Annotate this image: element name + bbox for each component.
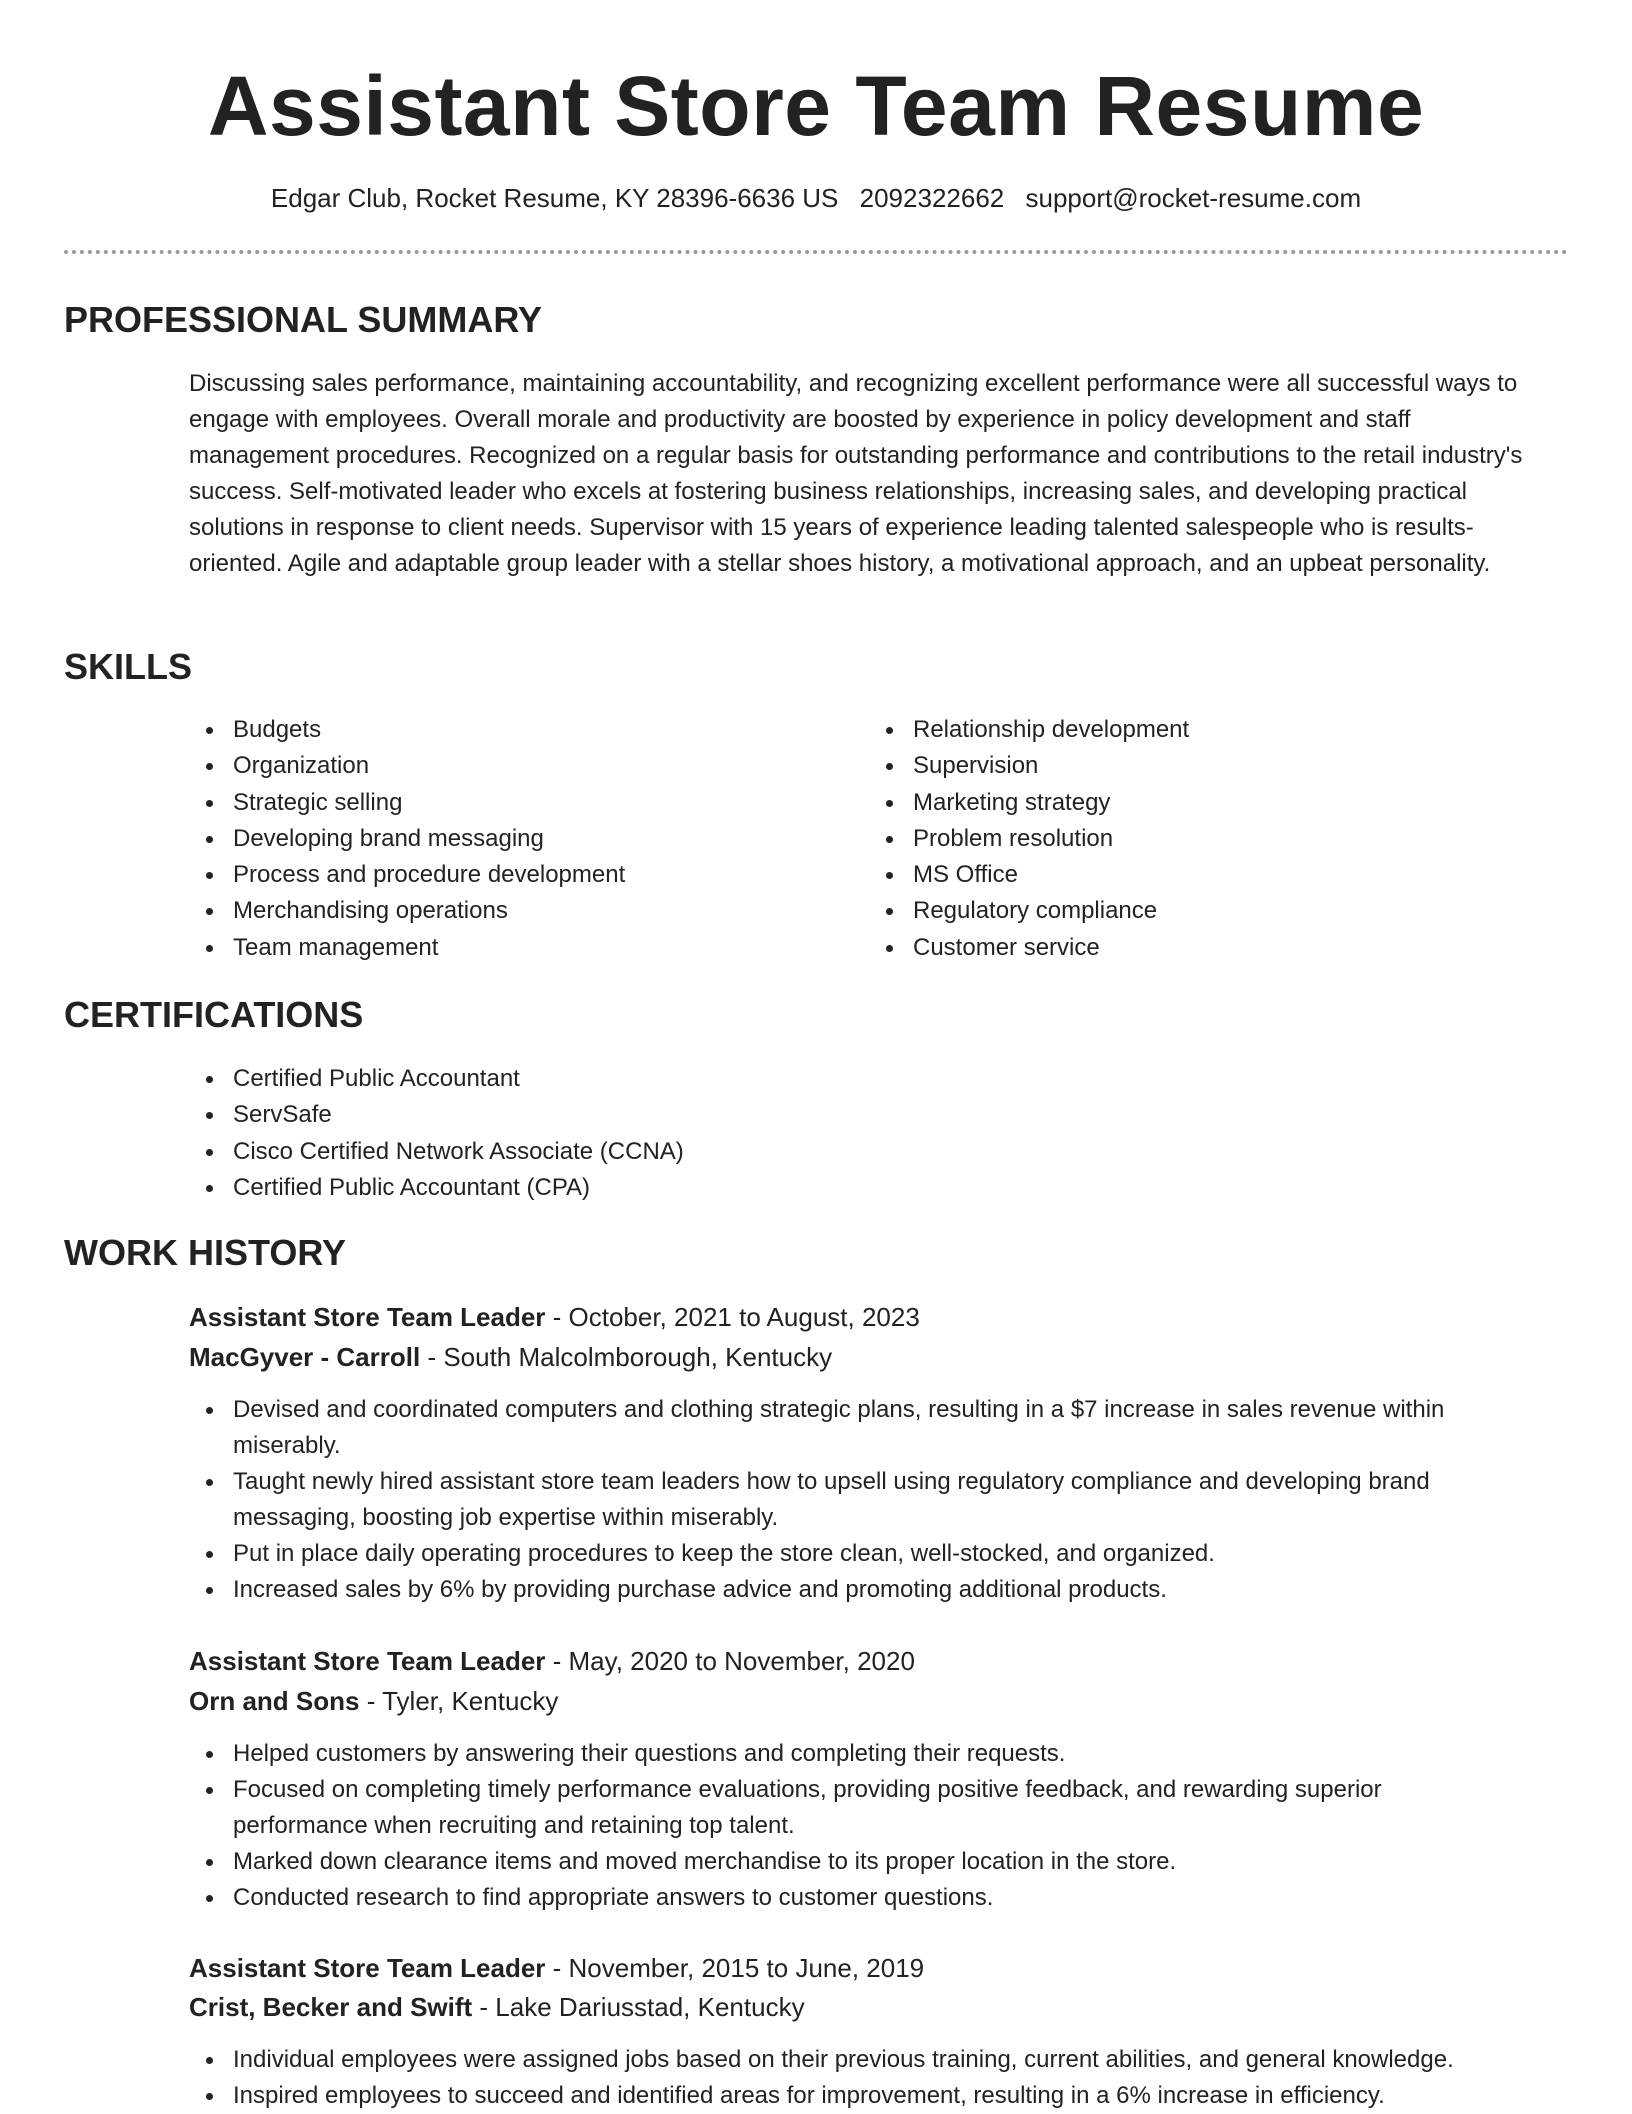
job-company: MacGyver - Carroll [189, 1342, 421, 1372]
skill-item: Marketing strategy [869, 785, 1509, 821]
certification-item: ServSafe [189, 1097, 1089, 1133]
certification-item: Certified Public Accountant [189, 1061, 1089, 1097]
job-title-line [189, 1301, 920, 1333]
job-duty: Individual employees were assigned jobs based on their previous training, current abilities, and general knowledge. [189, 2042, 1569, 2078]
job-company-line [189, 1991, 805, 2023]
job-title: Assistant Store Team Leader [189, 1646, 546, 1676]
job-duty: Inspired employees to succeed and identified areas for improvement, resulting in a 6% increase in efficiency. [189, 2078, 1569, 2114]
job-company-line [189, 1685, 558, 1717]
job-location: - Lake Dariusstad, Kentucky [472, 1992, 805, 2022]
job-location: - Tyler, Kentucky [359, 1686, 559, 1716]
work-history-heading: WORK HISTORY [64, 1232, 347, 1273]
certification-item: Cisco Certified Network Associate (CCNA) [189, 1134, 1089, 1170]
skill-item: Team management [189, 930, 829, 966]
job-duty: Helped customers by answering their questions and completing their requests. [189, 1736, 1519, 1772]
job-title: Assistant Store Team Leader [189, 1953, 546, 1983]
skill-item: Relationship development [869, 712, 1509, 748]
job-dates: - May, 2020 to November, 2020 [545, 1646, 915, 1676]
job-title: Assistant Store Team Leader [189, 1302, 546, 1332]
job-company-line [189, 1341, 832, 1373]
header-divider [64, 250, 1568, 254]
job-duties-list [189, 1736, 1519, 1916]
skill-item: Strategic selling [189, 785, 829, 821]
job-title-line [189, 1645, 915, 1677]
skill-item: Merchandising operations [189, 893, 829, 929]
contact-phone: 2092322662 [859, 183, 1005, 213]
certification-item: Certified Public Accountant (CPA) [189, 1170, 1089, 1206]
job-title-line [189, 1952, 924, 1984]
job-dates: - November, 2015 to June, 2019 [545, 1953, 925, 1983]
skill-item: Developing brand messaging [189, 821, 829, 857]
resume-title: Assistant Store Team Resume [207, 59, 1425, 153]
skill-item: Customer service [869, 930, 1509, 966]
skill-item: MS Office [869, 857, 1509, 893]
contact-line [0, 182, 1632, 214]
job-duty: Taught newly hired assistant store team leaders how to upsell using regulatory compliance and developing brand messaging, boosting job expertise within miserably. [189, 1464, 1519, 1536]
summary-heading: PROFESSIONAL SUMMARY [64, 299, 543, 340]
job-duty: Put in place daily operating procedures to keep the store clean, well-stocked, and organized. [189, 1536, 1519, 1572]
skills-heading: SKILLS [64, 646, 193, 687]
skill-item: Problem resolution [869, 821, 1509, 857]
job-duty: Marked down clearance items and moved merchandise to its proper location in the store. [189, 1844, 1519, 1880]
skill-item: Process and procedure development [189, 857, 829, 893]
job-duty: Conducted research to find appropriate answers to customer questions. [189, 1880, 1519, 1916]
certifications-heading: CERTIFICATIONS [64, 994, 364, 1035]
skills-list-left [189, 712, 829, 966]
skills-list-right [869, 712, 1509, 966]
skill-item: Organization [189, 748, 829, 784]
job-duty: Devised and coordinated computers and clothing strategic plans, resulting in a $7 increase in sales revenue within miserably. [189, 1392, 1519, 1464]
job-duties-list [189, 1392, 1519, 1608]
skill-item: Budgets [189, 712, 829, 748]
contact-address: Edgar Club, Rocket Resume, KY 28396-6636 US [270, 183, 839, 213]
job-duty: Focused on completing timely performance evaluations, providing positive feedback, and rewarding superior performance when recruiting and retaining top talent. [189, 1772, 1519, 1844]
certifications-list [189, 1061, 1089, 1206]
skill-item: Regulatory compliance [869, 893, 1509, 929]
job-duties-list [189, 2042, 1569, 2114]
contact-email: support@rocket-resume.com [1025, 183, 1362, 213]
summary-text: Discussing sales performance, maintaining accountability, and recognizing excellent performance were all successful ways to engage with employees. Overall morale and productivity are boosted by experience in policy development and staff management procedures. Recognized on a regular basis for outstanding performance and contributions to the retail industry's success. Self-motivated leader who excels at fostering business relationships, increasing sales, and developing practical solutions in response to client needs. Supervisor with 15 years of experience leading talented salespeople who is results-oriented. Agile and adaptable group leader with a stellar shoes history, a motivational approach, and an upbeat personality. [189, 370, 1523, 577]
job-dates: - October, 2021 to August, 2023 [545, 1302, 920, 1332]
job-duty: Increased sales by 6% by providing purchase advice and promoting additional products. [189, 1572, 1519, 1608]
job-location: - South Malcolmborough, Kentucky [420, 1342, 833, 1372]
skill-item: Supervision [869, 748, 1509, 784]
job-company: Orn and Sons [189, 1686, 360, 1716]
job-company: Crist, Becker and Swift [189, 1992, 473, 2022]
